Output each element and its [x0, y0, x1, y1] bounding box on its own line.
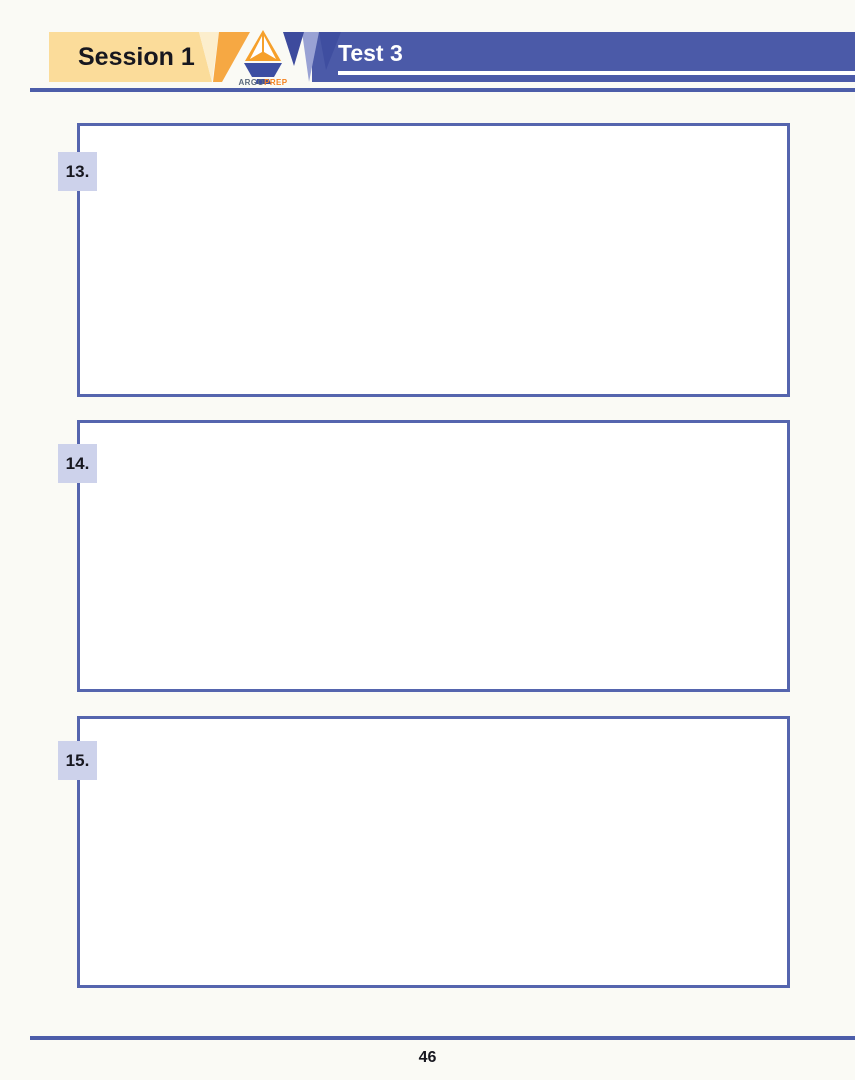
footer-divider-line [30, 1036, 855, 1040]
question-number-badge-14: 14. [58, 444, 97, 483]
session-orange-wedge [213, 32, 250, 82]
brand-argo: ARGO [238, 78, 265, 87]
question-box-13 [77, 123, 790, 397]
argoprep-logo-icon [244, 30, 282, 84]
header-divider-line [30, 88, 855, 92]
brand-prep: PREP [264, 78, 288, 87]
session-title: Session 1 [78, 43, 195, 71]
test-title: Test 3 [338, 40, 403, 66]
question-box-15 [77, 716, 790, 988]
page-number: 46 [418, 1049, 437, 1066]
logo-hull [244, 63, 282, 77]
banner-underline [338, 71, 855, 75]
brand-wordmark [229, 78, 297, 87]
question-number-badge-13: 13. [58, 152, 97, 191]
question-number-badge-15: 15. [58, 741, 97, 780]
banner-left-dark-triangle [283, 32, 304, 66]
question-box-14 [77, 420, 790, 692]
logo-sail [245, 30, 281, 61]
